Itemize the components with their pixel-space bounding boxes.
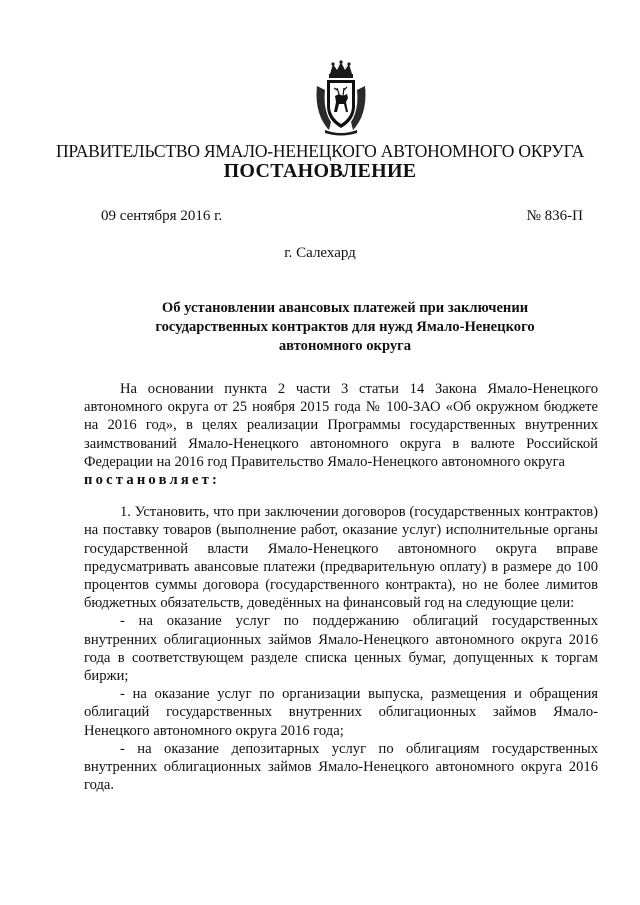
list-item: - на оказание депозитарных услуг по облигациям государственных внутренних облигационных займов Ямало-Ненецкого автономного округа 2016 года. xyxy=(84,740,598,794)
list-item: - на оказание услуг по организации выпуска, размещения и обращения облигаций государственных внутренних облигационных займов Ямало-Ненецкого автономного округа 2016 года; xyxy=(84,686,598,739)
resolves-word: постановляет: xyxy=(84,472,221,489)
document-number: № 836-П xyxy=(526,208,583,224)
clause-1-paragraph: 1. Установить, что при заключении договоров (государственных контрактов) на поставку товаров (выполнение работ, оказание услуг) исполнительные органы государственной власти Ямало-Ненецкого автономного округа вправе предусматривать авансовые платежи (предварительную оплату) в размере до 100 процентов суммы договора (государственного контракта), но не более лимитов бюджетных обязательств, доведённых на финансовый год на следующие цели: xyxy=(84,504,598,612)
document-heading: Об установлении авансовых платежей при заключении государственных контрактов для нужд Ямало-Ненецкого автономного округа xyxy=(155,300,535,354)
document-date: 09 сентября 2016 г. xyxy=(101,208,223,224)
organization-title: ПРАВИТЕЛЬСТВО ЯМАЛО-НЕНЕЦКОГО АВТОНОМНОГО ОКРУГА xyxy=(55,141,585,161)
coat-of-arms-emblem-icon xyxy=(313,60,369,136)
document-body xyxy=(84,380,598,794)
document-type: ПОСТАНОВЛЕНИЕ xyxy=(223,160,417,182)
preamble-paragraph xyxy=(84,380,598,489)
preamble-text: На основании пункта 2 части 3 статьи 14 Закона Ямало-Ненецкого автономного округа от 25 ноября 2015 года № 100-ЗАО «Об окружном бюджете на 2016 год», в целях реализации Программы государственных внутренних заимствований Ямало-Ненецкого автономного округа в валюте Российской Федерации на 2016 год Правительство Ямало-Ненецкого автономного округа xyxy=(84,381,598,470)
document-city: г. Салехард xyxy=(284,245,356,261)
list-item: - на оказание услуг по поддержанию облигаций государственных внутренних облигационных займов Ямало-Ненецкого автономного округа 2016 года в соответствующем разделе списка ценных бумаг, допущенных к торгам биржи; xyxy=(84,613,598,685)
